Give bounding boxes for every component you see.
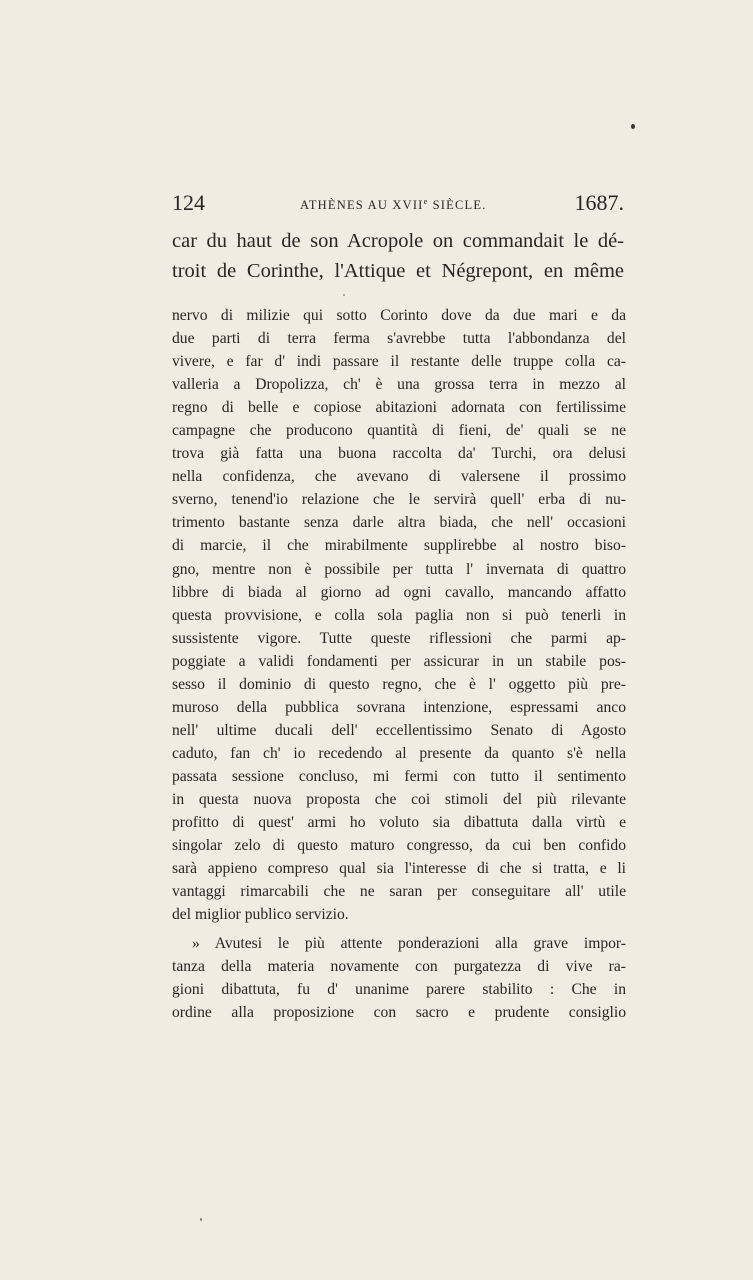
running-header: [172, 190, 624, 220]
text-line: vivere, e far d' indi passare il restante delle truppe colla ca-: [172, 353, 626, 371]
french-text-block: [172, 226, 624, 286]
text-line: gioni dibattuta, fu d' unanime parere stabilito : Che in: [172, 981, 626, 999]
text-line: due parti di terra ferma s'avrebbe tutta l'abbondanza del: [172, 330, 626, 348]
french-line: troit de Corinthe, l'Attique et Négrepont, en même: [172, 260, 624, 282]
text-line: vantaggi rimarcabili che ne saran per conseguitare all' utile: [172, 883, 626, 901]
text-line: passata sessione concluso, mi fermi con tutto il sentimento: [172, 767, 626, 785]
text-line: caduto, fan ch' io recedendo al presente da quanto s'è nella: [172, 744, 626, 762]
text-line: in questa nuova proposta che coi stimoli del più rilevante: [172, 790, 626, 808]
text-line: profitto di quest' armi ho voluto sia dibattuta dalla virtù e: [172, 814, 626, 832]
text-line: nervo di milizie qui sotto Corinto dove da due mari e da: [172, 307, 626, 324]
text-line: gno, mentre non è possibile per tutta l' invernata di quattro: [172, 560, 626, 578]
ink-speck: [343, 294, 345, 296]
french-line: car du haut de son Acropole on commandait le dé-: [172, 230, 624, 252]
text-line: tanza della materia novamente con purgatezza di vive ra-: [172, 958, 626, 976]
text-line: del miglior publico servizio.: [172, 906, 349, 924]
text-line: poggiate a validi fondamenti per assicurar in un stabile pos-: [172, 652, 626, 670]
text-line: libbre di biada al giorno ad ogni cavallo, mancando affatto: [172, 583, 626, 601]
text-line: trimento bastante senza darle altra biada, che nell' occasioni: [172, 514, 626, 532]
text-line: muroso della pubblica sovrana intenzione, espressami anco: [172, 698, 626, 716]
text-line: sesso il dominio di questo regno, che è l' oggetto più pre-: [172, 675, 626, 693]
text-line: sussistente vigore. Tutte queste riflessioni che parmi ap-: [172, 629, 626, 647]
page-number: 124: [172, 190, 205, 215]
text-line: questa provvisione, e colla sola paglia non si può tenerli in: [172, 606, 626, 624]
header-year: 1687.: [574, 190, 624, 215]
text-line: campagne che producono quantità di fieni, de' quali se ne: [172, 422, 626, 440]
text-line: trova già fatta una buona raccolta da' Turchi, ora delusi: [172, 445, 626, 463]
text-line: regno di belle e copiose abitazioni adornata con fertilissime: [172, 399, 626, 417]
text-line: nell' ultime ducali dell' eccellentissimo Senato di Agosto: [172, 721, 626, 739]
running-title: ATHÈNES AU XVIIe SIÈCLE.: [300, 197, 487, 213]
ink-speck: [631, 124, 635, 129]
text-line: di marcie, il che mirabilmente supplirebbe al nostro biso-: [172, 537, 626, 555]
italian-quoted-text: [172, 304, 626, 1024]
text-line: » Avutesi le più attente ponderazioni alla grave impor-: [192, 935, 626, 953]
text-line: singolar zelo di questo maturo congresso, da cui ben confido: [172, 837, 626, 855]
text-line: valleria a Dropolizza, ch' è una grossa terra in mezzo al: [172, 376, 626, 394]
text-line: ordine alla proposizione con sacro e prudente consiglio: [172, 1004, 626, 1022]
text-line: nella confidenza, che avevano di valersene il prossimo: [172, 468, 626, 486]
text-line: sarà appieno compreso qual sia l'interesse di che si tratta, e li: [172, 860, 626, 878]
ink-speck: [200, 1218, 202, 1221]
text-line: sverno, tenend'io relazione che le servirà quell' erba di nu-: [172, 491, 626, 509]
